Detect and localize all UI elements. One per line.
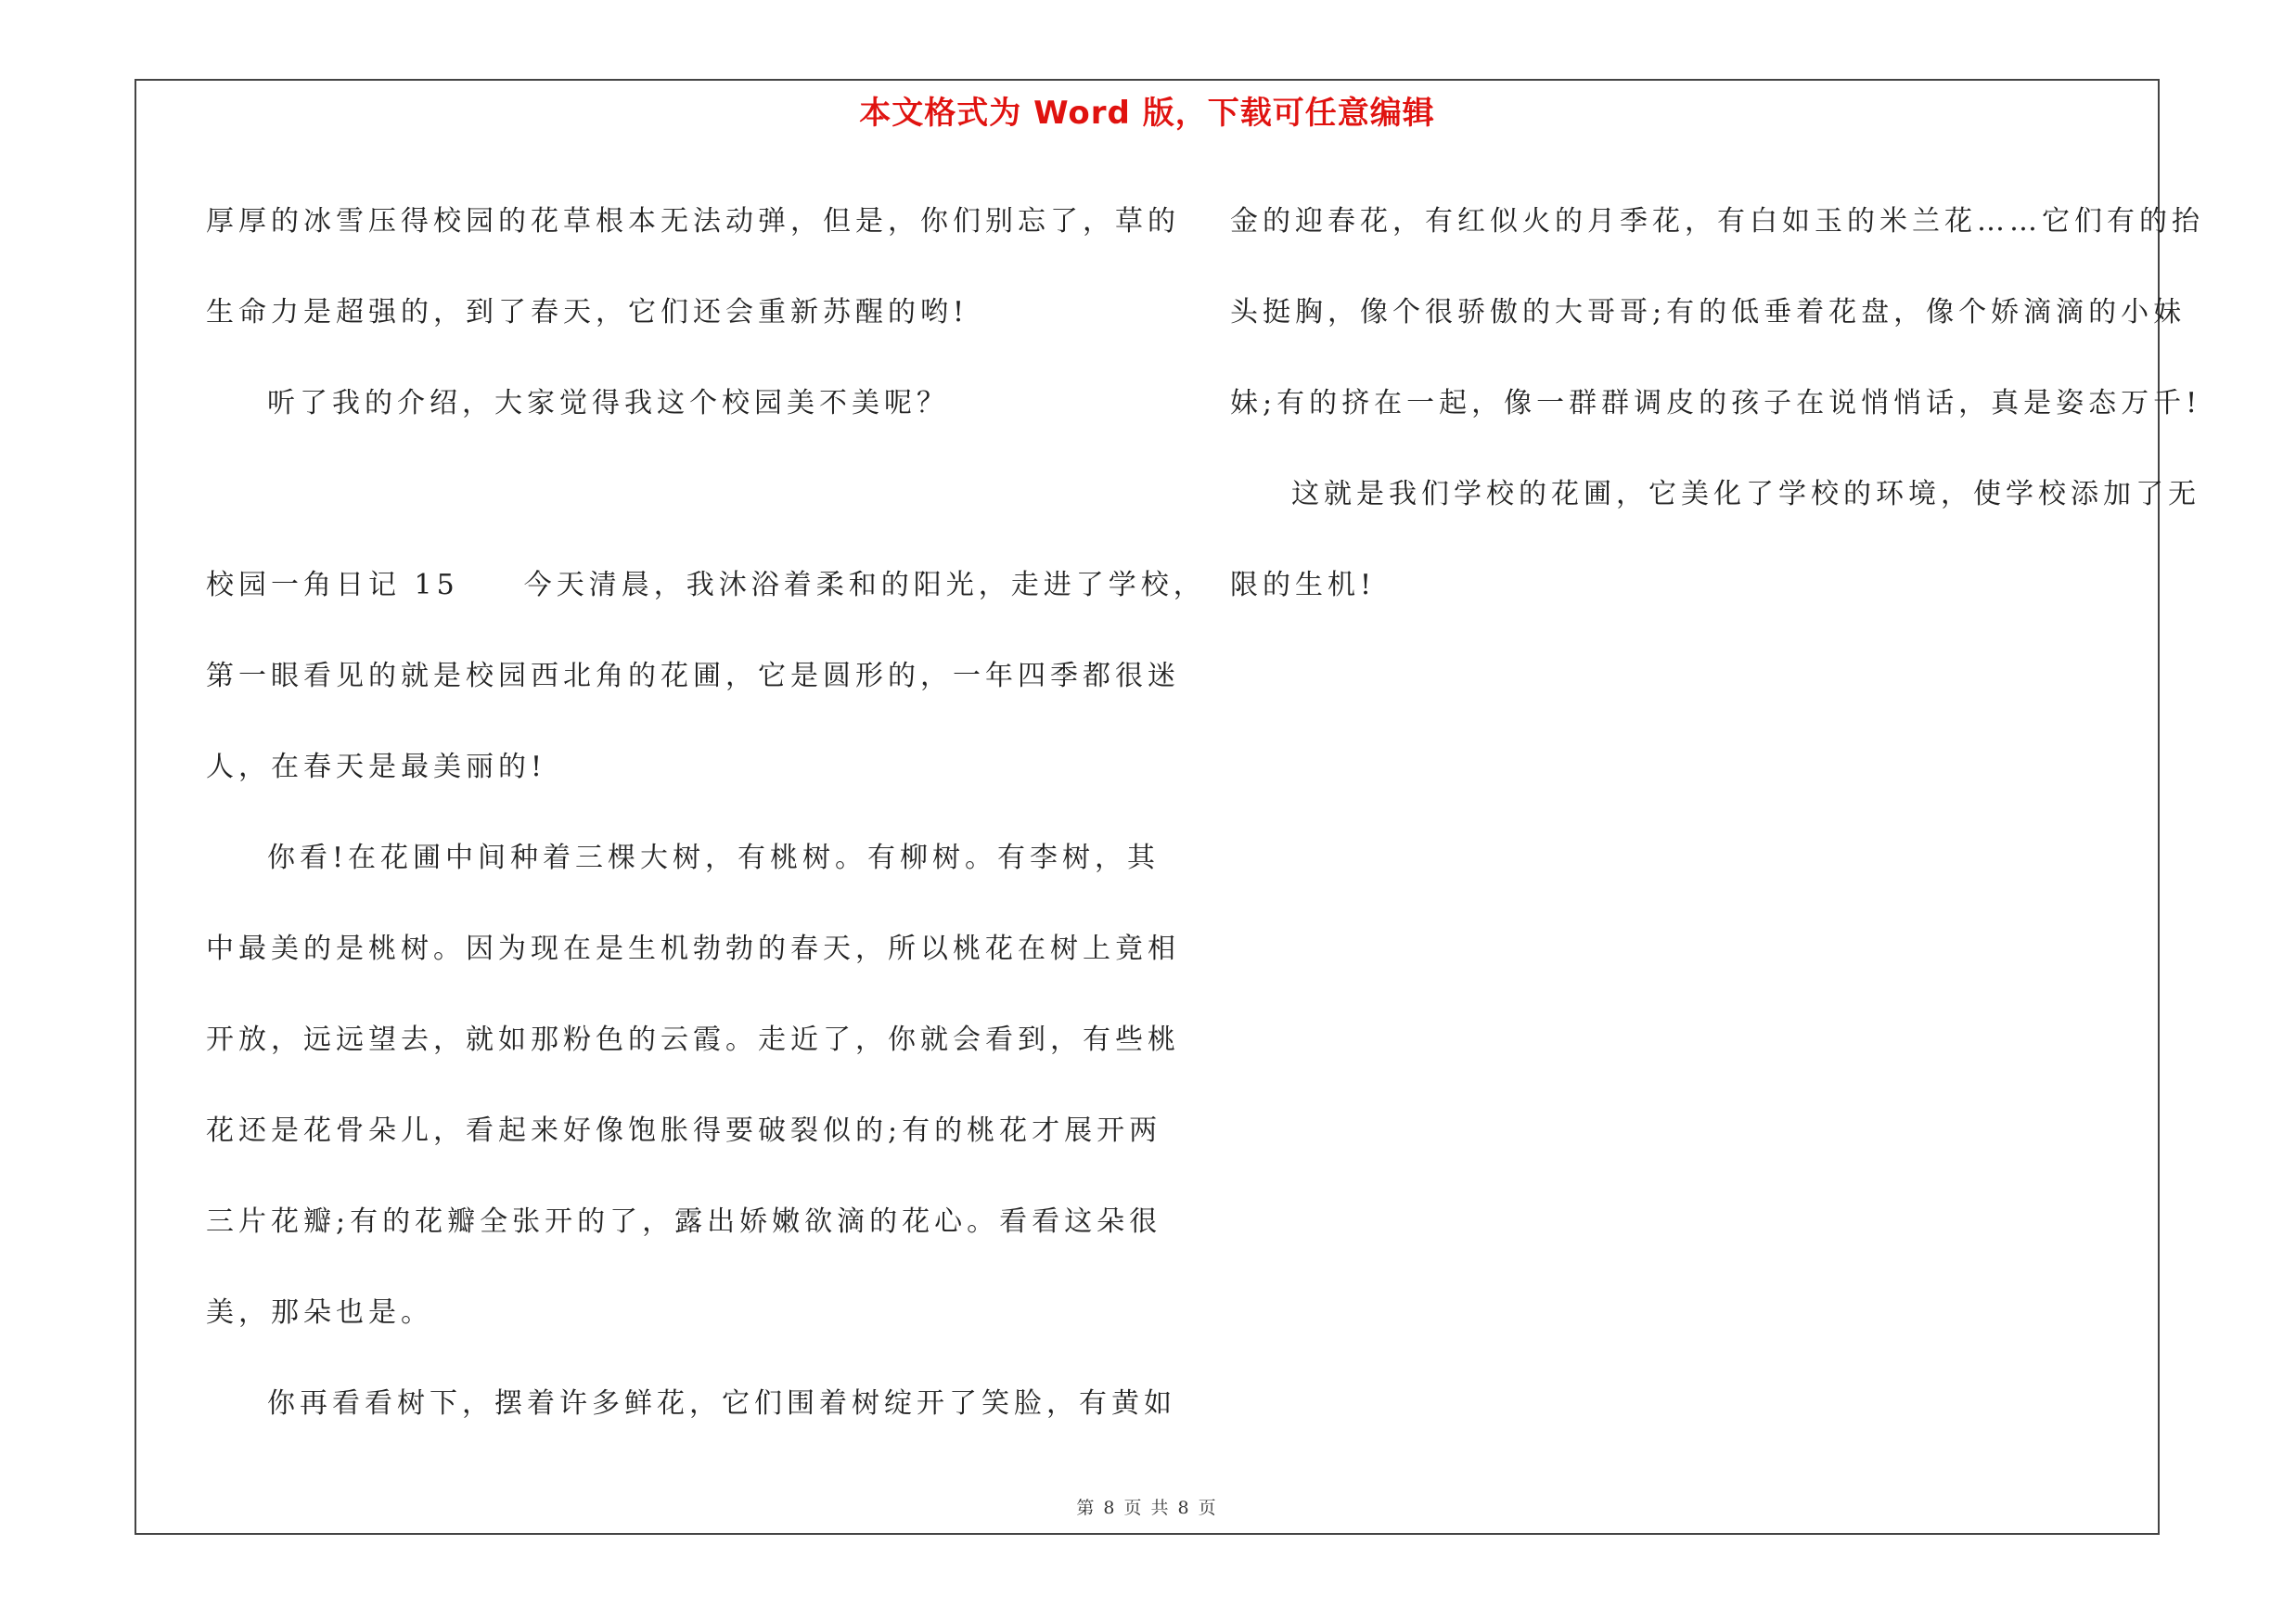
- paragraph-line: 中最美的是桃树。因为现在是生机勃勃的春天，所以桃花在树上竟相: [206, 933, 1180, 965]
- paragraph-line: 你再看看树下，摆着许多鲜花，它们围着树绽开了笑脸，有黄如: [267, 1387, 1176, 1420]
- paragraph-line: 花还是花骨朵儿，看起来好像饱胀得要破裂似的;有的桃花才展开两: [206, 1114, 1162, 1147]
- paragraph-line: 厚厚的冰雪压得校园的花草根本无法动弹，但是，你们别忘了，草的: [206, 205, 1180, 238]
- paragraph-line: 第一眼看见的就是校园西北角的花圃，它是圆形的，一年四季都很迷: [206, 660, 1180, 692]
- paragraph-line: 金的迎春花，有红似火的月季花，有白如玉的米兰花……它们有的抬: [1230, 205, 2204, 238]
- paragraph-line: 限的生机!: [1230, 569, 1377, 601]
- paragraph-line: 美，那朵也是。: [206, 1296, 433, 1329]
- blank-line: [206, 449, 1145, 540]
- paragraph-line: 听了我的介绍，大家觉得我这个校园美不美呢？: [267, 387, 949, 419]
- left-text-column: [206, 176, 1206, 1449]
- paragraph-line: 妹;有的挤在一起，像一群群调皮的孩子在说悄悄话，真是姿态万千!: [1230, 387, 2202, 419]
- paragraph-line: 你看!在花圃中间种着三棵大树，有桃树。有柳树。有李树，其: [267, 842, 1161, 874]
- document-header-notice: 本文格式为 Word 版，下载可任意编辑: [859, 95, 1435, 132]
- page-number-footer: 第 8 页 共 8 页: [1076, 1498, 1218, 1518]
- paragraph-line: 三片花瓣;有的花瓣全张开的了，露出娇嫩欲滴的花心。看看这朵很: [206, 1205, 1162, 1238]
- paragraph-line: 人，在春天是最美丽的!: [206, 751, 547, 783]
- paragraph-line: 这就是我们学校的花圃，它美化了学校的环境，使学校添加了无: [1291, 478, 2200, 510]
- paragraph-line: 生命力是超强的，到了春天，它们还会重新苏醒的哟!: [206, 296, 969, 328]
- paragraph-line: 开放，远远望去，就如那粉色的云霞。走近了，你就会看到，有些桃: [206, 1024, 1180, 1056]
- diary-title-line: 校园一角日记 15 今天清晨，我沐浴着柔和的阳光，走进了学校，: [206, 569, 1206, 601]
- paragraph-line: 头挺胸，像个很骄傲的大哥哥;有的低垂着花盘，像个娇滴滴的小妹: [1230, 296, 2187, 328]
- right-text-column: [1230, 176, 2204, 631]
